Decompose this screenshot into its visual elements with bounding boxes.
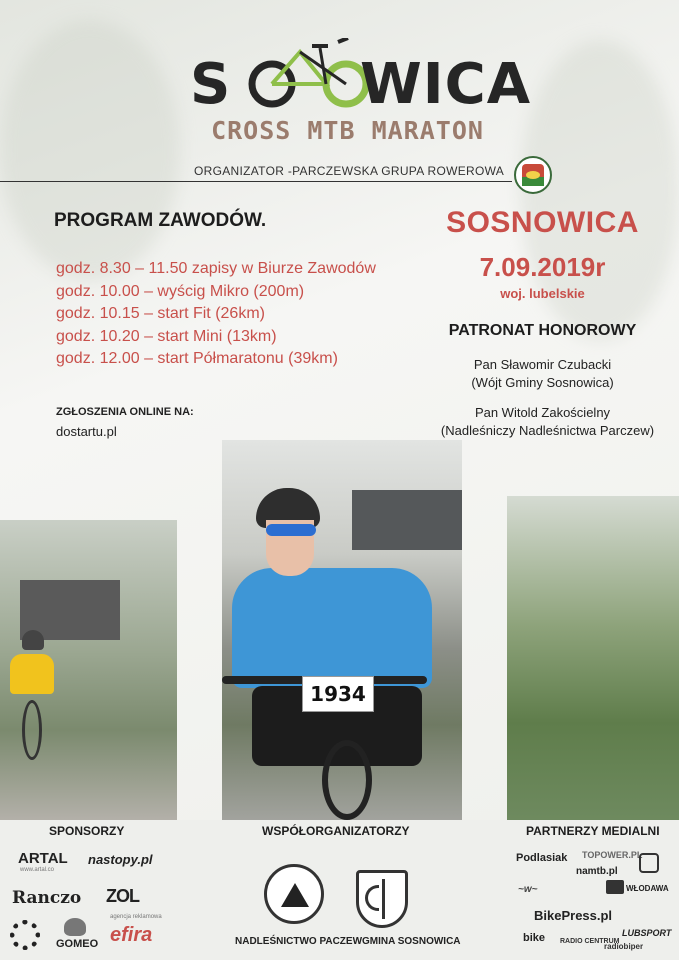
forest-emblem-icon xyxy=(264,864,324,924)
media-logo-wlodawa: WŁODAWA xyxy=(626,884,669,893)
gear-icon xyxy=(10,920,40,950)
sponsors-title: SPONSORZY xyxy=(49,824,125,838)
event-date: 7.09.2019r xyxy=(479,252,606,282)
registration-link[interactable]: dostartu.pl xyxy=(56,424,117,439)
animal-icon xyxy=(64,918,86,936)
coat-of-arms-icon xyxy=(356,870,408,928)
logo-word-wica: WICA xyxy=(360,52,532,117)
coorganizers-title: WSPÓŁORGANIZATORZY xyxy=(262,824,410,838)
photo-panel-left xyxy=(0,520,177,820)
square-logo-icon xyxy=(639,853,659,873)
house-shape xyxy=(352,490,462,550)
schedule-item: godz. 8.30 – 11.50 zapisy w Biurze Zawodów xyxy=(56,260,376,277)
sponsor-logo-ranczo: Ranczo xyxy=(12,888,82,908)
media-logo-bikepress: BikePress.pl xyxy=(534,908,613,923)
media-logo-bike: bike xyxy=(523,932,546,944)
schedule-list xyxy=(56,258,376,371)
background-rider xyxy=(8,630,56,710)
coorganizer-name: GMINA SOSNOWICA xyxy=(362,936,461,947)
sponsor-logo-nastopy: nastopy.pl xyxy=(88,852,153,867)
media-logo-namtb: namtb.pl xyxy=(576,866,618,877)
bicycle-icon xyxy=(248,38,370,110)
media-logo-podlasiak: Podlasiak xyxy=(516,852,568,864)
media-logo-script: ~w~ xyxy=(518,884,538,895)
patron-name: Pan Sławomir Czubacki xyxy=(473,357,612,372)
patron-role: (Wójt Gminy Sosnowica) xyxy=(471,375,614,390)
tv-icon xyxy=(606,880,624,894)
event-subtitle: CROSS MTB MARATON xyxy=(211,116,484,145)
photo-panel-center xyxy=(222,440,462,820)
event-city: SOSNOWICA xyxy=(446,206,639,239)
patron-role: (Nadleśniczy Nadleśnictwa Parczew) xyxy=(440,423,655,438)
sponsor-logo-artal-url: www.artal.co xyxy=(20,867,55,873)
sponsor-logo-gomeo: GOMEO xyxy=(56,938,99,950)
registration-label: ZGŁOSZENIA ONLINE NA: xyxy=(56,406,194,418)
media-partners-title: PARTNERZY MEDIALNI xyxy=(526,824,660,838)
sponsor-logo-zol: ZOL xyxy=(106,886,139,906)
background-foliage xyxy=(0,20,180,280)
media-logo-radiobiper: radiobiper xyxy=(604,942,644,951)
media-logo-radio-centrum: RADIO CENTRUM xyxy=(560,938,620,945)
event-logo xyxy=(190,38,532,118)
patron-name: Pan Witold Zakościelny xyxy=(474,405,611,420)
sponsor-logo-artal: ARTAL xyxy=(18,850,68,867)
program-title: PROGRAM ZAWODÓW. xyxy=(54,210,267,231)
photo-panel-right xyxy=(507,496,679,820)
event-region: woj. lubelskie xyxy=(500,286,585,301)
coorganizer-name: NADLEŚNICTWO PACZEW xyxy=(235,936,363,947)
bib-number: 1934 xyxy=(302,676,374,712)
organizer-badge-icon xyxy=(514,156,552,194)
schedule-item: godz. 10.15 – start Fit (26km) xyxy=(56,305,265,322)
sponsor-logo-efira-tagline: agencja reklamowa xyxy=(110,914,162,920)
sponsor-logo-efira: efira xyxy=(110,924,153,946)
media-logo-lubsport: LUBSPORT xyxy=(622,928,672,938)
media-logo-topower: TOPOWER.PL xyxy=(582,850,643,860)
schedule-item: godz. 10.00 – wyścig Mikro (200m) xyxy=(56,282,305,300)
patronage-title: PATRONAT HONOROWY xyxy=(448,322,637,339)
divider xyxy=(0,181,512,182)
schedule-item: godz. 10.20 – start Mini (13km) xyxy=(56,327,277,345)
logo-letter-s: S xyxy=(190,52,232,117)
schedule-item: godz. 12.00 – start Półmaratonu (39km) xyxy=(56,350,338,367)
organizer-text: ORGANIZATOR -PARCZEWSKA GRUPA ROWEROWA xyxy=(194,164,505,178)
